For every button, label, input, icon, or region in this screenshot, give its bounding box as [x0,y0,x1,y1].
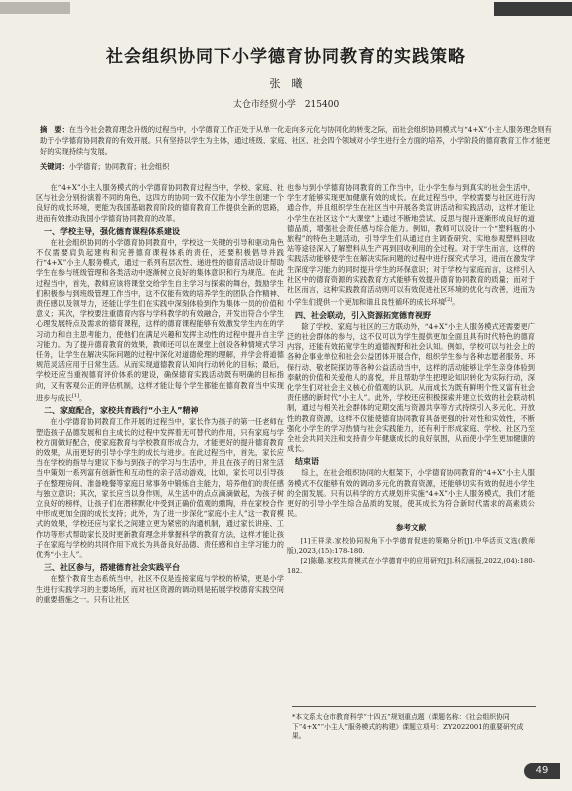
keywords-text: 小学德育；协同教育；社会组织 [68,162,170,171]
section-2-paragraph: 在小学德育协同教育工作开展的过程当中，家长作为孩子的第一任老师在塑造孩子品德发展和自主成长的过程中发挥着无可替代的作用，只有家庭与学校方面做好配合，使家庭教育与学校教育形成合力，才能更好的提升德育教育的效果，从而更好的引导小学生的成长与进步。在此过程当中，首先，家长应当在学校的指导与建议下参与到孩子的学习与生活中，并且在孩子的日常生活当中策划一系列富有创新性和互动性的亲子活动游戏，比如，家长可以引导孩子在整理房间、准备晚餐等家庭日常事务中锻炼自主能力，培养他们的责任感与独立意识；其次，家长应当以身作则，从生活中的点点滴滴做起，为孩子树立良好的榜样，让孩子们在潜移默化中受到正确价值观的熏陶，并在家校合作中形成更加全面的成长支持；此外，为了进一步深化“家庭小主人”这一教育模式的效果，学校还应与家长之间建立更为紧密的沟通机制，通过家长讲座、工作坊等形式帮助家长及时更新教育理念并掌握科学的教育方法，这样才能让孩子在家庭与学校的共同作用下成长为具备良好品德、责任感和自主学习能力的优秀“小主人”。 [36,417,284,560]
funding-footnote: *本文系太仓市教育科学“十四五”规划重点题（课题名称：《社会组织协同下“4+X”“小主人”服务模式的构建》课题立项号：ZY2022001的重要研究成果。 [292,706,536,742]
section-3-paragraph: 在整个教育生态系统当中，社区不仅是连接家庭与学校的桥梁，更是小学生进行实践学习的主要场所，而对社区资源的调动则是拓展学校德育实践空间的重要措施之一。只有让社区 [36,574,284,604]
body-column-right [287,183,535,683]
keywords-label: 关键词： [40,162,69,171]
top-bar [0,0,572,20]
references-heading: 参考文献 [395,523,427,533]
intro-paragraph: 在“4+X”小主人服务模式的小学德育协同教育过程当中，学校、家庭、社区与社会分别扮演着不同的角色，这四方的协同一致不仅能为小学生创建一个良好的成长环境，更能为我国基础教育阶段的德育教育工作提供全新的思路，进而有效推动我国小学德育协同教育的改革。 [36,183,284,223]
section-heading-3: 三、社区参与，搭建德育社会实践平台 [44,563,180,573]
reference-item: [1]王祥录.家校协同视角下小学德育促进的策略分析[J].中华活页文选(教师版),2023,(15):178-180. [287,536,535,555]
section-heading-4: 四、社会联动，引入资源拓宽德育视野 [295,310,431,320]
reference-item: [2]陈璐.家校共育模式在小学德育中的应用研究[J].科幻画报,2022,(04):180-182. [287,556,535,575]
column-tag-left [0,2,70,14]
column-tag-right [494,2,572,16]
abstract-label: 摘 要： [40,125,69,134]
section-heading-1: 一、学校主导，强化德育课程体系建设 [44,226,180,236]
abstract-text: 在当今社会教育理念升级的过程当中，小学德育工作正处于从单一化走向多元化与协同化的转变之际，而社会组织协同模式与“4+X”小主人服务理念则有助于小学德育协同教育的有效开展。只有坚持以学生为主体，通过班级、家庭、社区、社会四个领域对小学生进行全方面的培养，小学阶段的德育教育工作才能更好的实现持续与发展。 [40,125,552,156]
body-column-left [36,183,284,753]
section-1-paragraph: 在社会组织协同的小学德育协同教育中，学校这一关键的引导和驱动角色不仅需要肩负起建构和完善德育课程体系的责任，还要积极倡导并践行“4+X”小主人服务模式，通过一系列有层次性、递进性的德育活动设计帮助学生在参与班级管理和各类活动中逐渐树立良好的集体意识和行为规范。在此过程当中，首先，教师应该将课堂交给学生自主学习与探索的舞台，鼓励学生们积极参与到班级管理工作当中，这不仅能有效的培养学生的团队合作精神、责任感以及领导力，还能让学生们在实践中深刻体验到作为集体一员的价值和意义；其次，学校要注重德育内容与学科教学的有效融合，开发出符合小学生心理发展特点及需求的德育课程，这样的德育课程能够有效激发学生内在的学习动力和自主思考能力，使他们在满足兴趣和发挥主动性的过程中提升自主学习能力。为了提升德育教育的效果，教师还可以在课堂上创设各种情境式学习任务，让学生在解决实际问题的过程中深化对道德伦理的理解，并学会将道德规范灵活应用于日常生活。从而实现道德教育认知向行动转化的目标；最后，学校还应当重视德育评价体系的建设，确保德育实践活动既有明确的目标指向，又有客观公正的评估机制，这样才能让每个学生都能在德育教育当中实现进步与成长[1]。 [36,237,284,403]
section-3-continued: 也参与到小学德育协同教育的工作当中，让小学生参与到真实的社会生活中，学生才能够实现更加健康有效的成长。在此过程当中，学校需要与社区进行沟通合作，并且组织学生在社区当中开展各类宣讲活动和实践活动，这样才能让小学生在社区这个“大课堂”上通过不断地尝试、反思与提升逐渐形成良好的道德品质，增强社会责任感与综合能力。例如，教师可以设计一个“塑料瓶的小旅程”的特色主题活动，引导学生们从通过自主调查研究、实地参观塑料回收站等途径深入了解塑料从生产再到回收利用的全过程。对于学生而言，这样的实践活动能够使学生在解决实际问题的过程中进行探究式学习，进而在激发学生深度学习能力的同时提升学生的环保意识；对于学校与家庭而言，这样引入社区中的德育资源的实践教育方式能够有效提升德育协同教育的质量；而对于社区而言，这种实践教育活动则可以有效促进社区环境的优化与改善，进而为小学生们提供一个更加和谐且良性循环的成长环境[2]。 [287,183,535,307]
abstract [40,124,552,157]
author-affiliation: 太仓市经贸小学 215400 [232,100,340,110]
citation-1: [1] [71,392,80,399]
section-1-text: 在社会组织协同的小学德育协同教育中，学校这一关键的引导和驱动角色不仅需要肩负起建构和完善德育课程体系的责任，还要积极倡导并践行“4+X”小主人服务模式，通过一系列有层次性、递进性的德育活动设计帮助学生在参与班级管理和各类活动中逐渐树立良好的集体意识和行为规范。在此过程当中，首先，教师应该将课堂交给学生自主学习与探索的舞台，鼓励学生们积极参与到班级管理工作当中，这不仅能有效的培养学生的团队合作精神、责任感以及领导力，还能让学生们在实践中深刻体验到作为集体一员的价值和意义；其次，学校要注重德育内容与学科教学的有效融合，开发出符合小学生心理发展特点及需求的德育课程，这样的德育课程能够有效激发学生内在的学习动力和自主思考能力，使他们在满足兴趣和发挥主动性的过程中提升自主学习能力。为了提升德育教育的效果，教师还可以在课堂上创设各种情境式学习任务，让学生在解决实际问题的过程中深化对道德伦理的理解，并学会将道德规范灵活应用于日常生活。从而实现道德教育认知向行动转化的目标；最后，学校还应当重视德育评价体系的建设，确保德育实践活动既有明确的目标指向，又有客观公正的评估机制，这样才能让每个学生都能在德育教育当中实现进步与成长 [36,237,284,403]
article-title: 社会组织协同下小学德育协同教育的实践策略 [106,47,466,67]
keywords [40,161,552,172]
citation-2: [2] [445,297,453,304]
section-3-continued-text: 也参与到小学德育协同教育的工作当中，让小学生参与到真实的社会生活中，学生才能够实现更加健康有效的成长。在此过程当中，学校需要与社区进行沟通合作，并且组织学生在社区当中开展各类宣讲活动和实践活动，这样才能让小学生在社区这个“大课堂”上通过不断地尝试、反思与提升逐渐形成良好的道德品质，增强社会责任感与综合能力。例如，教师可以设计一个“塑料瓶的小旅程”的特色主题活动，引导学生们从通过自主调查研究、实地参观塑料回收站等途径深入了解塑料从生产再到回收利用的全过程。对于学生而言，这样的实践活动能够使学生在解决实际问题的过程中进行探究式学习，进而在激发学生深度学习能力的同时提升学生的环保意识；对于学校与家庭而言，这样引入社区中的德育资源的实践教育方式能够有效提升德育协同教育的质量；而对于社区而言，这种实践教育活动则可以有效促进社区环境的优化与改善，进而为小学生们提供一个更加和谐且良性循环的成长环境 [287,183,535,307]
section-heading-2: 二、家庭配合，家校共育践行“小主人”精神 [44,406,199,416]
conclusion-paragraph: 综上，在社会组织协同的大框架下，小学德育协同教育的“4+X”小主人服务模式不仅能够有效的调动多元化的教育资源，还能够切实有效的促进小学生的全面发展。只有以科学的方式规划并实施“4+X”小主人服务模式，我们才能更好的引导小学生综合品质的发展，使其成长为符合新时代需求的高素质公民。 [287,468,535,519]
section-4-paragraph: 除了学校、家庭与社区的三方联动外，“4+X”小主人服务模式还需要更广泛的社会群体的参与，这不仅可以为学生提供更加全面且具有时代特色的德育内容，还能有效拓宽学生的道德视野和社会认知。例如，学校可以与社会上的各种企事业单位和社会公益团体开展合作，组织学生参与各种志愿者服务、环保行动、敬老院探访等各种公益活动当中，这样的活动能够让学生亲身体验到奉献的价值和关爱他人的喜悦，并且帮助学生把理论知识转化为实际行动，深化学生们对社会主义核心价值观的认识。从而成长为既有鲜明个性又富有社会责任感的新时代“小主人”。此外，学校还应积极探索并建立长效的社会联动机制，通过与相关社会群体的定期交流与资源共享等方式持续引入多元化、开放性的教育资源，这样不仅能使德育协同教育具备更强的针对性和实效性，不断强化小学生的学习热情与社会实践能力，还有利于形成家庭、学校、社区乃至全社会共同关注和支持青少年健康成长的良好氛围，从而使小学生更加健康的成长。 [287,321,535,454]
conclusion-heading: 结束语 [295,457,319,467]
page-number: 49 [524,763,560,779]
author-name: 张 曦 [269,77,303,90]
